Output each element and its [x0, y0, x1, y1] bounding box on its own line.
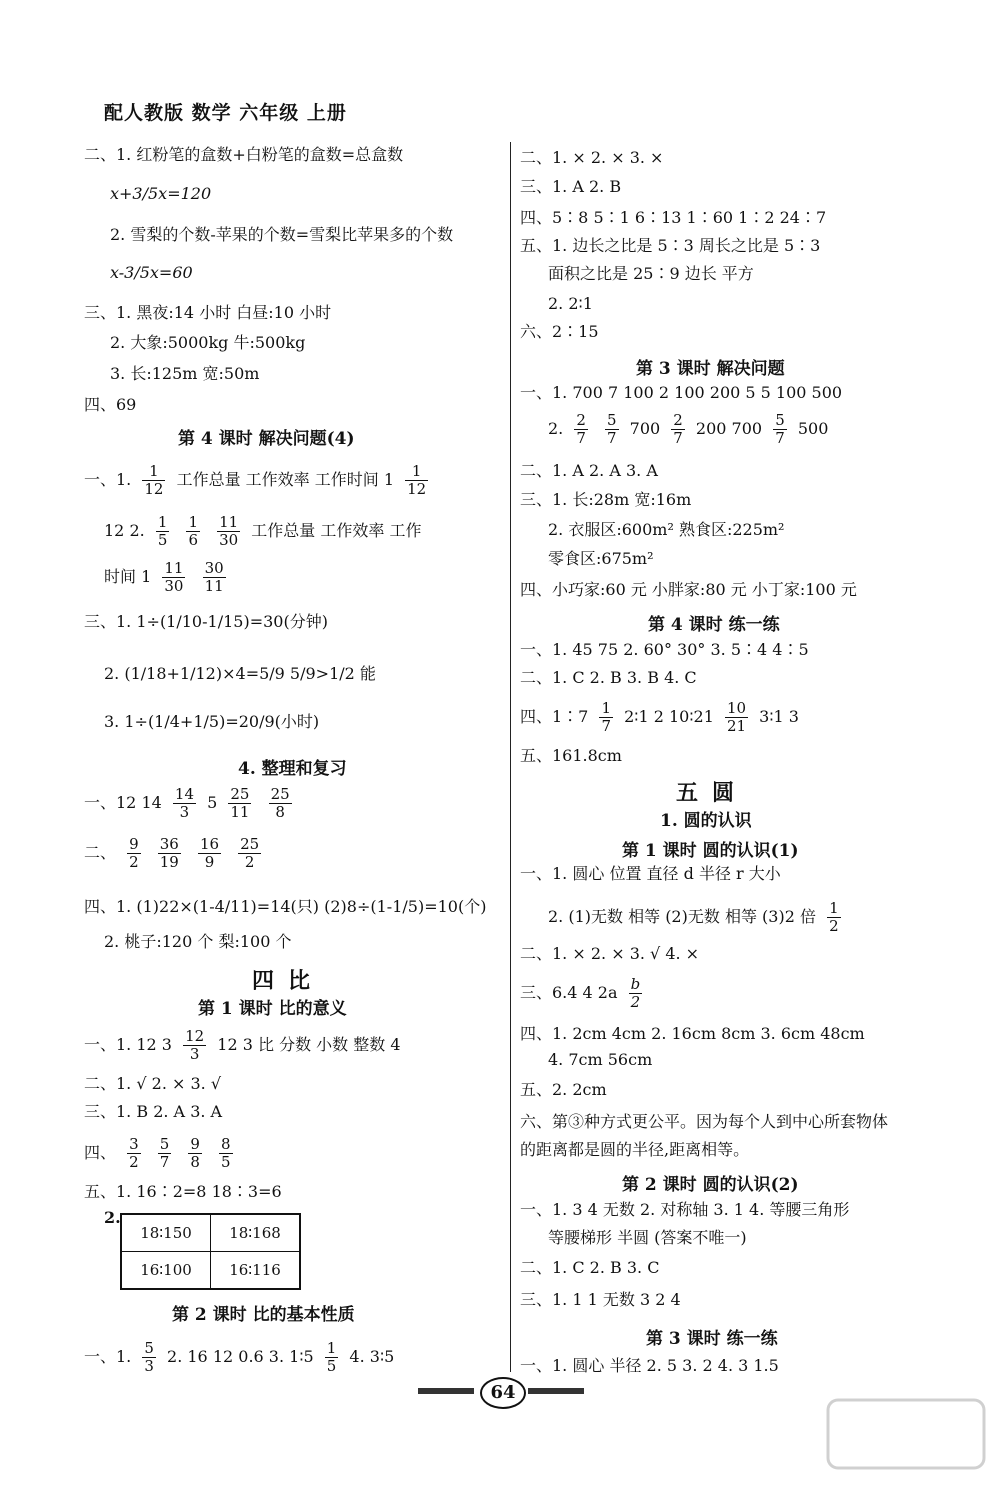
- answer-text: 四、: [84, 1143, 117, 1162]
- answer-line: 五、161.8cm: [520, 746, 622, 765]
- numerator: 1: [405, 463, 428, 481]
- answer-line: 一、1. 700 7 100 2 100 200 5 5 100 500: [520, 383, 843, 402]
- fraction: [228, 786, 251, 821]
- numerator: 5: [144, 1339, 154, 1357]
- denominator: 6: [188, 531, 198, 549]
- answer-text: 工作总量 工作效率 工作时间 1: [176, 470, 395, 489]
- fraction: [127, 836, 141, 871]
- denominator: 2: [129, 853, 139, 871]
- answer-line: 3. 长:125m 宽:50m: [110, 364, 260, 383]
- denominator: 9: [204, 853, 215, 871]
- denominator: 2: [244, 853, 255, 871]
- answer-text: 200 700: [695, 419, 763, 438]
- answer-line: 四、小巧家:60 元 小胖家:80 元 小丁家:100 元: [520, 580, 857, 599]
- answer-line: 2. 衣服区:600m² 熟食区:225m²: [548, 520, 785, 539]
- fraction: [629, 976, 643, 1011]
- answer-text: 12 2.: [104, 521, 145, 540]
- fraction: [127, 1136, 141, 1171]
- numerator: 14: [174, 785, 194, 803]
- denominator: 7: [607, 429, 617, 447]
- numerator: 25: [230, 785, 250, 803]
- answer-line: 二、1. 红粉笔的盒数+白粉笔的盒数=总盒数: [84, 145, 404, 164]
- answer-text: 二、: [84, 843, 117, 862]
- fraction: [183, 1028, 206, 1063]
- denominator: 30: [164, 577, 184, 595]
- footer-ornament-right: [528, 1388, 584, 1394]
- denominator: 2: [630, 993, 641, 1011]
- numerator: 12: [185, 1027, 205, 1045]
- fraction: [186, 514, 200, 549]
- answer-line: [548, 412, 828, 447]
- answer-line: 2.: [104, 1208, 121, 1227]
- fraction: [574, 412, 588, 447]
- fraction: [599, 700, 613, 735]
- answer-line: 一、1. 圆心 位置 直径 d 半径 r 大小: [520, 864, 781, 883]
- unit-title: 四比: [252, 968, 325, 994]
- numerator: 11: [164, 559, 184, 577]
- numerator: 25: [270, 785, 290, 803]
- denominator: 12: [144, 480, 164, 498]
- fraction: [173, 786, 196, 821]
- section-title: 第 1 课时 比的意义: [198, 999, 347, 1019]
- numerator: 1: [157, 513, 168, 531]
- numerator: 1: [326, 1339, 337, 1357]
- denominator: 3: [179, 803, 190, 821]
- answer-line: 三、1. B 2. A 3. A: [84, 1102, 223, 1121]
- numerator: 2: [673, 411, 683, 429]
- answer-line: 二、1. × 2. × 3. √ 4. ×: [520, 944, 700, 963]
- section-title: 第 4 课时 练一练: [648, 615, 780, 635]
- denominator: 7: [775, 429, 785, 447]
- fraction: [188, 1136, 202, 1171]
- section-title: 4. 整理和复习: [238, 759, 347, 779]
- fraction: [142, 1340, 156, 1375]
- numerator: 10: [726, 699, 747, 717]
- section-title: 第 2 课时 比的基本性质: [172, 1305, 355, 1325]
- answer-line: 等腰梯形 半圆 (答案不唯一): [548, 1228, 747, 1247]
- answer-text: 三、6.4 4 2a: [520, 983, 618, 1002]
- page-number: 64: [480, 1377, 526, 1409]
- answer-line: 二、1. √ 2. × 3. √: [84, 1074, 222, 1093]
- fraction: [671, 412, 685, 447]
- denominator: 3: [189, 1045, 200, 1063]
- answer-line: 2. 大象:5000kg 牛:500kg: [110, 333, 306, 352]
- denominator: 5: [221, 1153, 231, 1171]
- denominator: 11: [204, 577, 224, 595]
- fraction: [198, 836, 221, 871]
- answer-line: 二、1. × 2. × 3. ×: [520, 148, 664, 167]
- answer-line: 五、2. 2cm: [520, 1080, 607, 1099]
- answer-line: 四、1. (1)22×(1-4/11)=14(只) (2)8÷(1-1/5)=10(个): [84, 897, 487, 916]
- answer-line: [84, 836, 267, 871]
- answer-line: 2. 2∶1: [548, 294, 593, 313]
- denominator: 12: [407, 480, 427, 498]
- ratio-table: [120, 1213, 301, 1290]
- numerator: 8: [221, 1135, 231, 1153]
- answer-text: 2.: [548, 419, 564, 438]
- watermark-logo: [826, 1398, 986, 1470]
- answer-text: 一、1.: [84, 1347, 132, 1366]
- column-divider: [510, 142, 511, 1372]
- page-header: 配人教版 数学 六年级 上册: [104, 102, 347, 124]
- fraction: [142, 463, 165, 498]
- section-title: 第 3 课时 练一练: [646, 1329, 778, 1349]
- denominator: 3: [144, 1357, 154, 1375]
- denominator: 7: [159, 1153, 170, 1171]
- answer-line: 四、5∶8 5∶1 6∶13 1∶60 1∶2 24∶7: [520, 208, 827, 227]
- answer-line: [84, 463, 434, 498]
- denominator: 5: [157, 531, 168, 549]
- answer-text: 一、1.: [84, 470, 132, 489]
- answer-line: 2. 桃子:120 个 梨:100 个: [104, 932, 292, 951]
- section-title: 第 4 课时 解决问题(4): [178, 429, 355, 449]
- answer-text: 一、12 14: [84, 793, 162, 812]
- denominator: 8: [275, 803, 285, 821]
- answer-text: 2. 16 12 0.6 3. 1∶5: [167, 1347, 314, 1366]
- answer-line: [104, 514, 421, 549]
- answer-line: 2. (1/18+1/12)×4=5/9 5/9>1/2 能: [104, 664, 376, 683]
- answer-line: 面积之比是 25∶9 边长 平方: [548, 264, 754, 283]
- numerator: 2: [576, 411, 586, 429]
- numerator: 25: [240, 835, 260, 853]
- answer-line: 三、1. 1 1 无数 3 2 4: [520, 1290, 681, 1309]
- answer-text: 时间 1: [104, 567, 152, 586]
- answer-text: 700: [629, 419, 661, 438]
- fraction: [158, 1136, 172, 1171]
- answer-line: 五、1. 16∶2=8 18∶3=6: [84, 1182, 282, 1201]
- section-title: 第 2 课时 圆的认识(2): [622, 1175, 799, 1195]
- table-cell: 16∶100: [121, 1252, 211, 1290]
- denominator: 5: [326, 1357, 337, 1375]
- fraction: [217, 514, 240, 549]
- answer-line: 三、1. 1÷(1/10-1/15)=30(分钟): [84, 612, 328, 631]
- answer-line: 3. 1÷(1/4+1/5)=20/9(小时): [104, 712, 320, 731]
- fraction: [725, 700, 748, 735]
- table-cell: 16∶116: [211, 1252, 301, 1290]
- denominator: 8: [190, 1153, 200, 1171]
- answer-text: 10∶21: [669, 707, 714, 726]
- answer-text: 3∶1 3: [759, 707, 799, 726]
- answer-text: 12 3 比 分数 小数 整数 4: [217, 1035, 401, 1054]
- numerator: b: [630, 975, 641, 993]
- watermark-icon: [826, 1398, 986, 1470]
- answer-text: 500: [797, 419, 829, 438]
- fraction: [269, 786, 292, 821]
- answer-line: [84, 1136, 239, 1171]
- answer-line: 的距离都是圆的半径,距离相等。: [520, 1140, 750, 1159]
- answer-text: 四、1∶7: [520, 707, 589, 726]
- answer-line: 三、1. 黑夜:14 小时 白昼:10 小时: [84, 303, 332, 322]
- answer-line: 二、1. C 2. B 3. C: [520, 1258, 660, 1277]
- denominator: 11: [230, 803, 250, 821]
- denominator: 7: [576, 429, 586, 447]
- answer-line: [520, 700, 799, 735]
- answer-line: 一、1. 3 4 无数 2. 对称轴 3. 1 4. 等腰三角形: [520, 1200, 850, 1219]
- table-cell: 18∶168: [211, 1214, 301, 1252]
- numerator: 16: [199, 835, 220, 853]
- answer-line: 六、2∶15: [520, 322, 599, 341]
- fraction: [773, 412, 787, 447]
- fraction: [238, 836, 261, 871]
- numerator: 9: [190, 1135, 200, 1153]
- numerator: 30: [204, 559, 224, 577]
- numerator: 1: [601, 699, 612, 717]
- answer-line: 2. 雪梨的个数-苹果的个数=雪梨比苹果多的个数: [110, 225, 454, 244]
- section-title: 1. 圆的认识: [660, 811, 752, 831]
- denominator: 2: [829, 917, 839, 935]
- denominator: 7: [673, 429, 683, 447]
- answer-text: 一、1. 12 3: [84, 1035, 172, 1054]
- answer-line: 四、1. 2cm 4cm 2. 16cm 8cm 3. 6cm 48cm: [520, 1024, 865, 1043]
- denominator: 30: [219, 531, 239, 549]
- fraction: [156, 514, 170, 549]
- answer-text: 2∶1 2: [624, 707, 664, 726]
- answer-line: [84, 1340, 394, 1375]
- answer-line: 一、12 14 $\frac{14}{3}$ 5 $\frac{25}{11}$ $\frac{25}{8}$: [84, 785, 290, 821]
- answer-line: [520, 976, 648, 1011]
- answer-text: 工作总量 工作效率 工作: [251, 521, 422, 540]
- answer-line: x+3/5x=120: [110, 184, 212, 203]
- fraction: [158, 836, 181, 871]
- numerator: 36: [159, 835, 179, 853]
- numerator: 5: [775, 411, 785, 429]
- denominator: 2: [129, 1153, 139, 1171]
- fraction: [203, 560, 226, 595]
- numerator: 1: [829, 899, 839, 917]
- numerator: 5: [159, 1135, 170, 1153]
- answer-text: 2. (1)无数 相等 (2)无数 相等 (3)2 倍: [548, 907, 816, 926]
- fraction: [827, 900, 841, 935]
- numerator: 11: [219, 513, 239, 531]
- answer-line: 三、1. A 2. B: [520, 177, 622, 196]
- answer-line: 一、1. 45 75 2. 60° 30° 3. 5∶4 4∶5: [520, 640, 809, 659]
- numerator: 3: [129, 1135, 139, 1153]
- answer-line: 三、1. 长:28m 宽:16m: [520, 490, 692, 509]
- fraction: [605, 412, 619, 447]
- denominator: 7: [601, 717, 612, 735]
- fraction: [162, 560, 185, 595]
- answer-line: [84, 1028, 401, 1063]
- table-cell: 18∶150: [121, 1214, 211, 1252]
- numerator: 5: [607, 411, 617, 429]
- answer-line: 二、1. C 2. B 3. B 4. C: [520, 668, 697, 687]
- answer-line: 4. 7cm 56cm: [548, 1050, 653, 1069]
- fraction: [325, 1340, 339, 1375]
- answer-line: 二、1. A 2. A 3. A: [520, 461, 658, 480]
- answer-line: x-3/5x=60: [110, 263, 193, 282]
- fraction: [405, 463, 428, 498]
- answer-line: 四、69: [84, 395, 137, 414]
- unit-title: 五圆: [676, 780, 749, 806]
- numerator: 1: [188, 513, 198, 531]
- answer-line: [548, 900, 847, 935]
- answer-line: 零食区:675m²: [548, 549, 654, 568]
- answer-line: 一、1. 圆心 半径 2. 5 3. 2 4. 3 1.5: [520, 1356, 779, 1375]
- fraction: [219, 1136, 233, 1171]
- numerator: 1: [142, 463, 165, 481]
- answer-line: 五、1. 边长之比是 5∶3 周长之比是 5∶3: [520, 236, 821, 255]
- answer-line: 六、第③种方式更公平。因为每个人到中心所套物体: [520, 1112, 889, 1131]
- denominator: 19: [159, 853, 179, 871]
- footer-ornament-left: [418, 1388, 474, 1394]
- numerator: 9: [129, 835, 139, 853]
- denominator: 21: [726, 717, 747, 735]
- section-title: 第 1 课时 圆的认识(1): [622, 841, 799, 861]
- section-title: 第 3 课时 解决问题: [636, 359, 785, 379]
- answer-line: [104, 560, 232, 595]
- answer-text: 4. 3∶5: [349, 1347, 395, 1366]
